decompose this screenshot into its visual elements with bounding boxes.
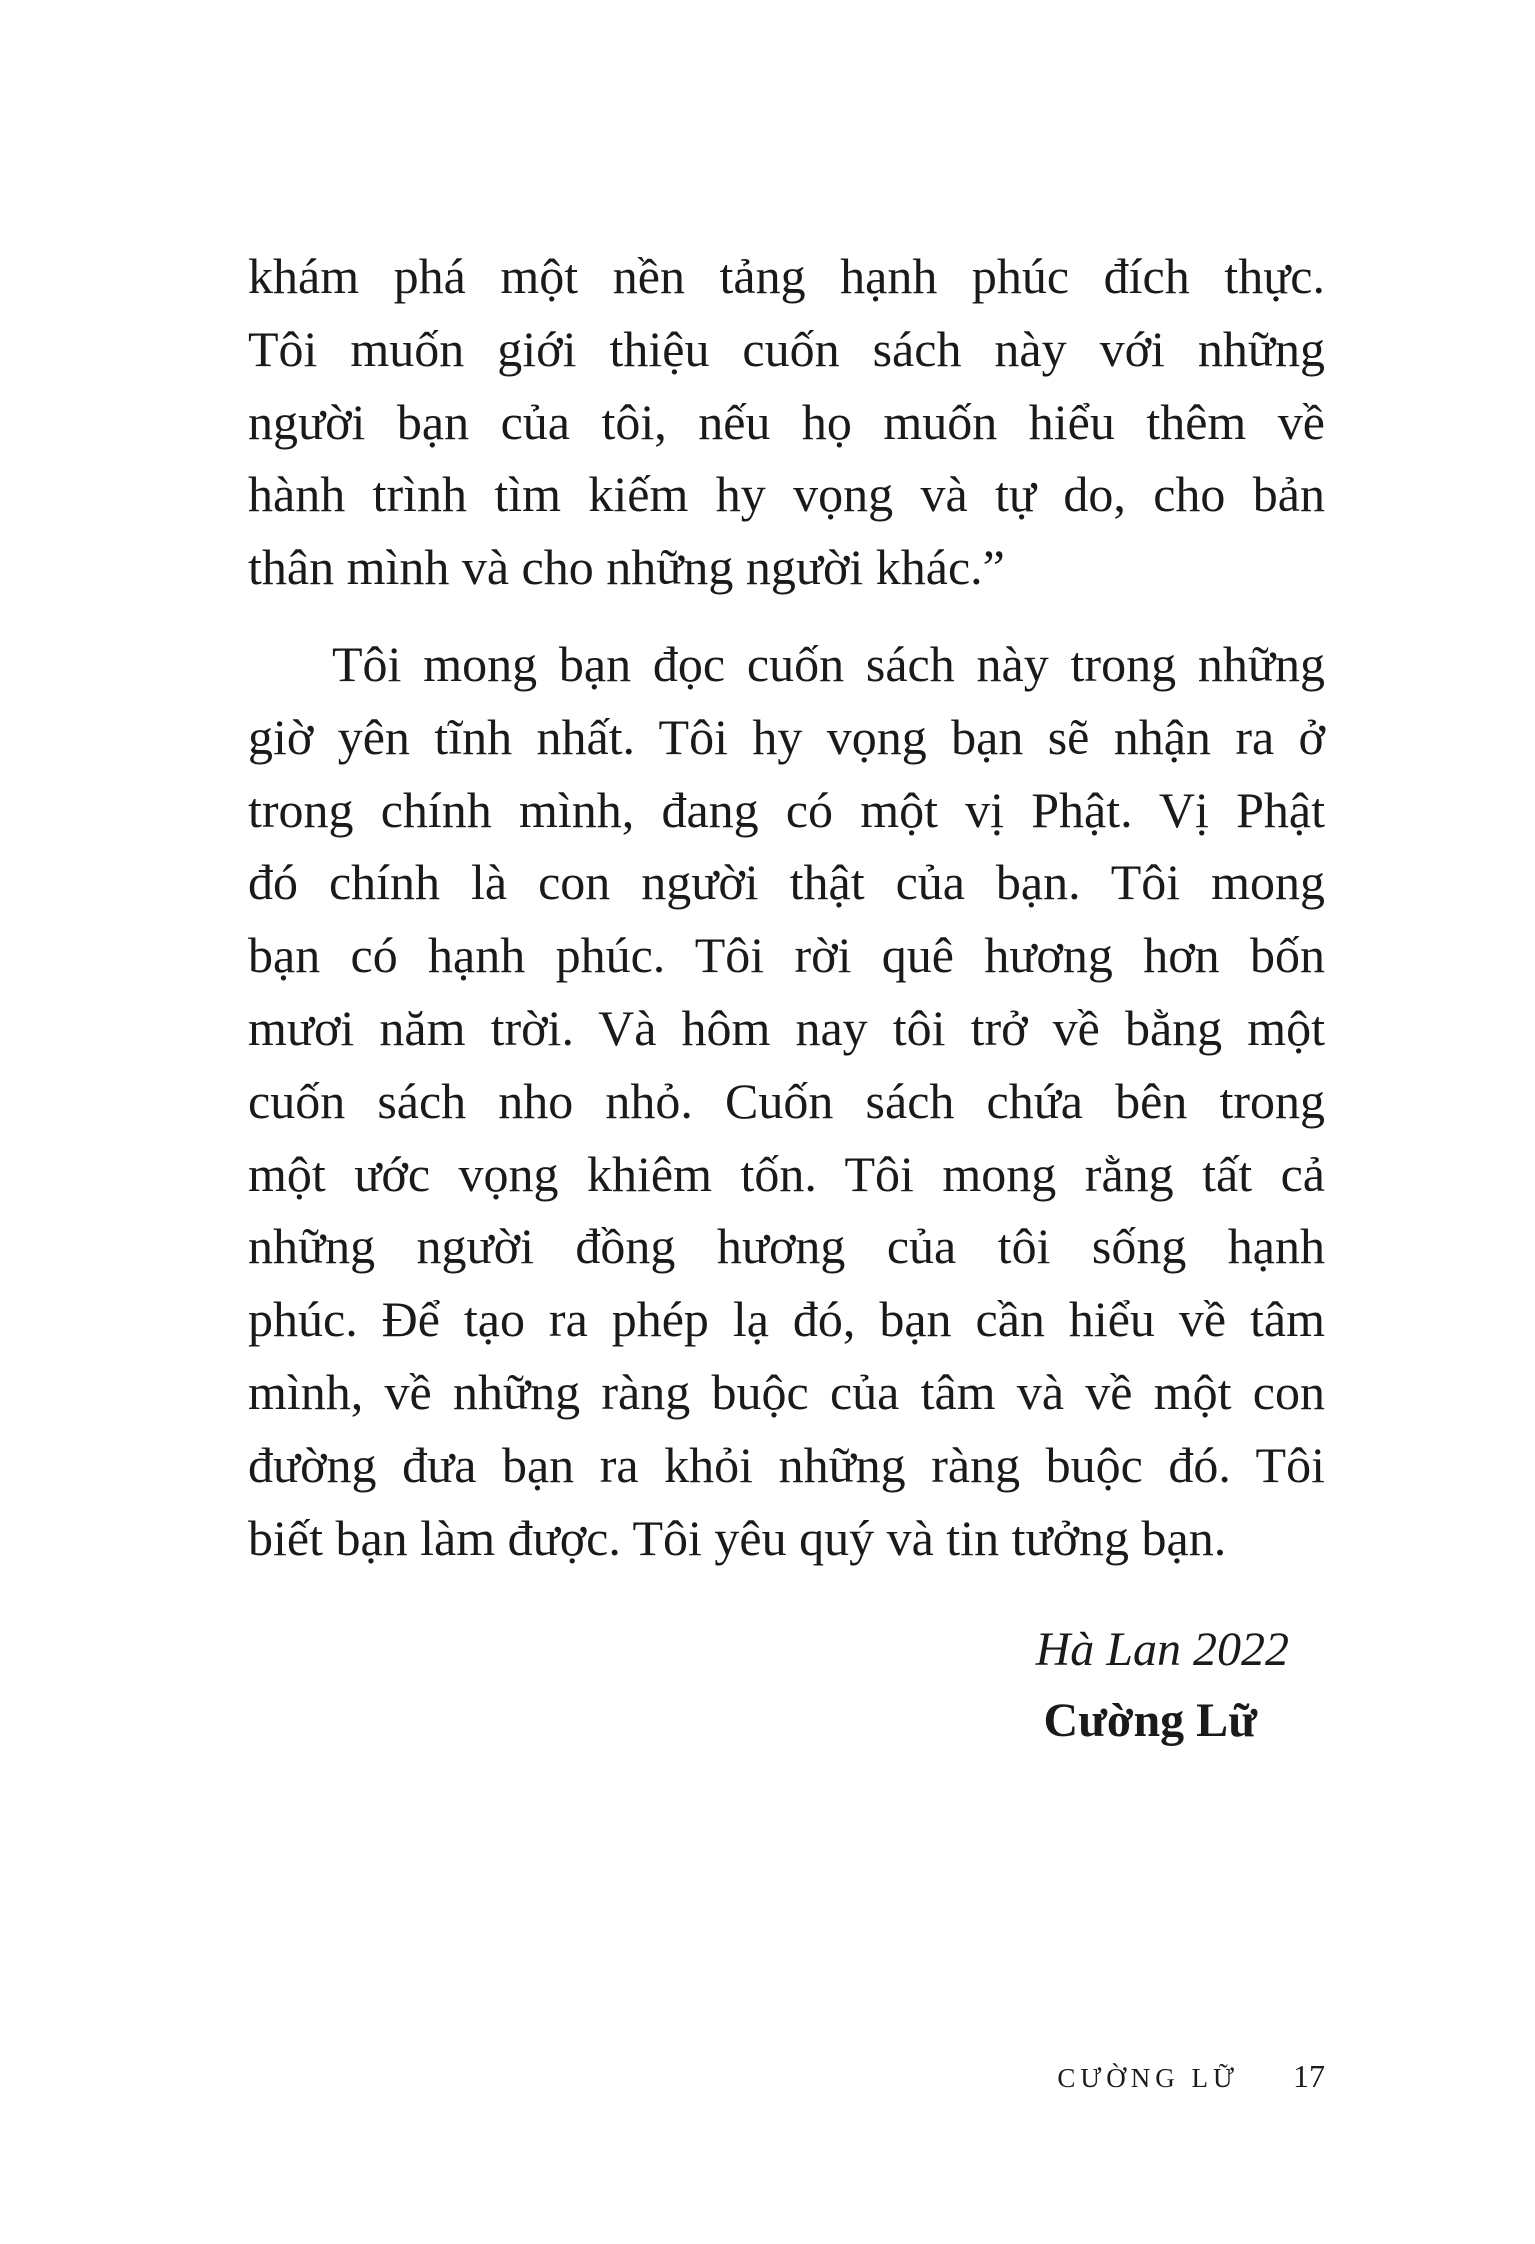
page-number: 17 [1293,2058,1325,2094]
paragraph-1 [248,240,1325,604]
page-footer [1057,2058,1325,2095]
text-line: Tôi muốn giới thiệu cuốn sách này với những [248,320,1325,377]
text-line: mình, về những ràng buộc của tâm và về một con [248,1363,1325,1420]
text-line: một ước vọng khiêm tốn. Tôi mong rằng tất cả [248,1145,1325,1202]
text-line: thân mình và cho những người khác.” [248,539,1005,596]
text-line: trong chính mình, đang có một vị Phật. Vị Phật [248,781,1325,838]
text-line: đường đưa bạn ra khỏi những ràng buộc đó. Tôi [248,1436,1325,1493]
text-line: cuốn sách nho nhỏ. Cuốn sách chứa bên trong [248,1072,1325,1129]
text-line: khám phá một nền tảng hạnh phúc đích thực. [248,248,1325,304]
text-line: bạn có hạnh phúc. Tôi rời quê hương hơn bốn [248,927,1325,984]
text-line: Tôi mong bạn đọc cuốn sách này trong những [332,635,1325,692]
text-line: phúc. Để tạo ra phép lạ đó, bạn cần hiểu về tâm [248,1291,1325,1348]
signoff-place-date: Hà Lan 2022 [1035,1623,1289,1676]
text-line: biết bạn làm được. Tôi yêu quý và tin tưởng bạn. [248,1509,1227,1566]
text-line: hành trình tìm kiếm hy vọng và tự do, cho bản [248,466,1325,523]
text-line: người bạn của tôi, nếu họ muốn hiểu thêm về [248,393,1325,450]
text-line: những người đồng hương của tôi sống hạnh [248,1218,1325,1275]
text-line: đó chính là con người thật của bạn. Tôi mong [248,854,1325,911]
paragraph-2 [248,628,1325,1574]
running-head: CƯỜNG LỮ [1057,2063,1239,2093]
text-line: mươi năm trời. Và hôm nay tôi trở về bằng một [248,999,1325,1056]
body-text [248,240,1325,1574]
text-line: giờ yên tĩnh nhất. Tôi hy vọng bạn sẽ nhận ra ở [248,708,1325,765]
paragraph-gap [248,604,1325,628]
signoff-author: Cường Lữ [1043,1694,1257,1747]
